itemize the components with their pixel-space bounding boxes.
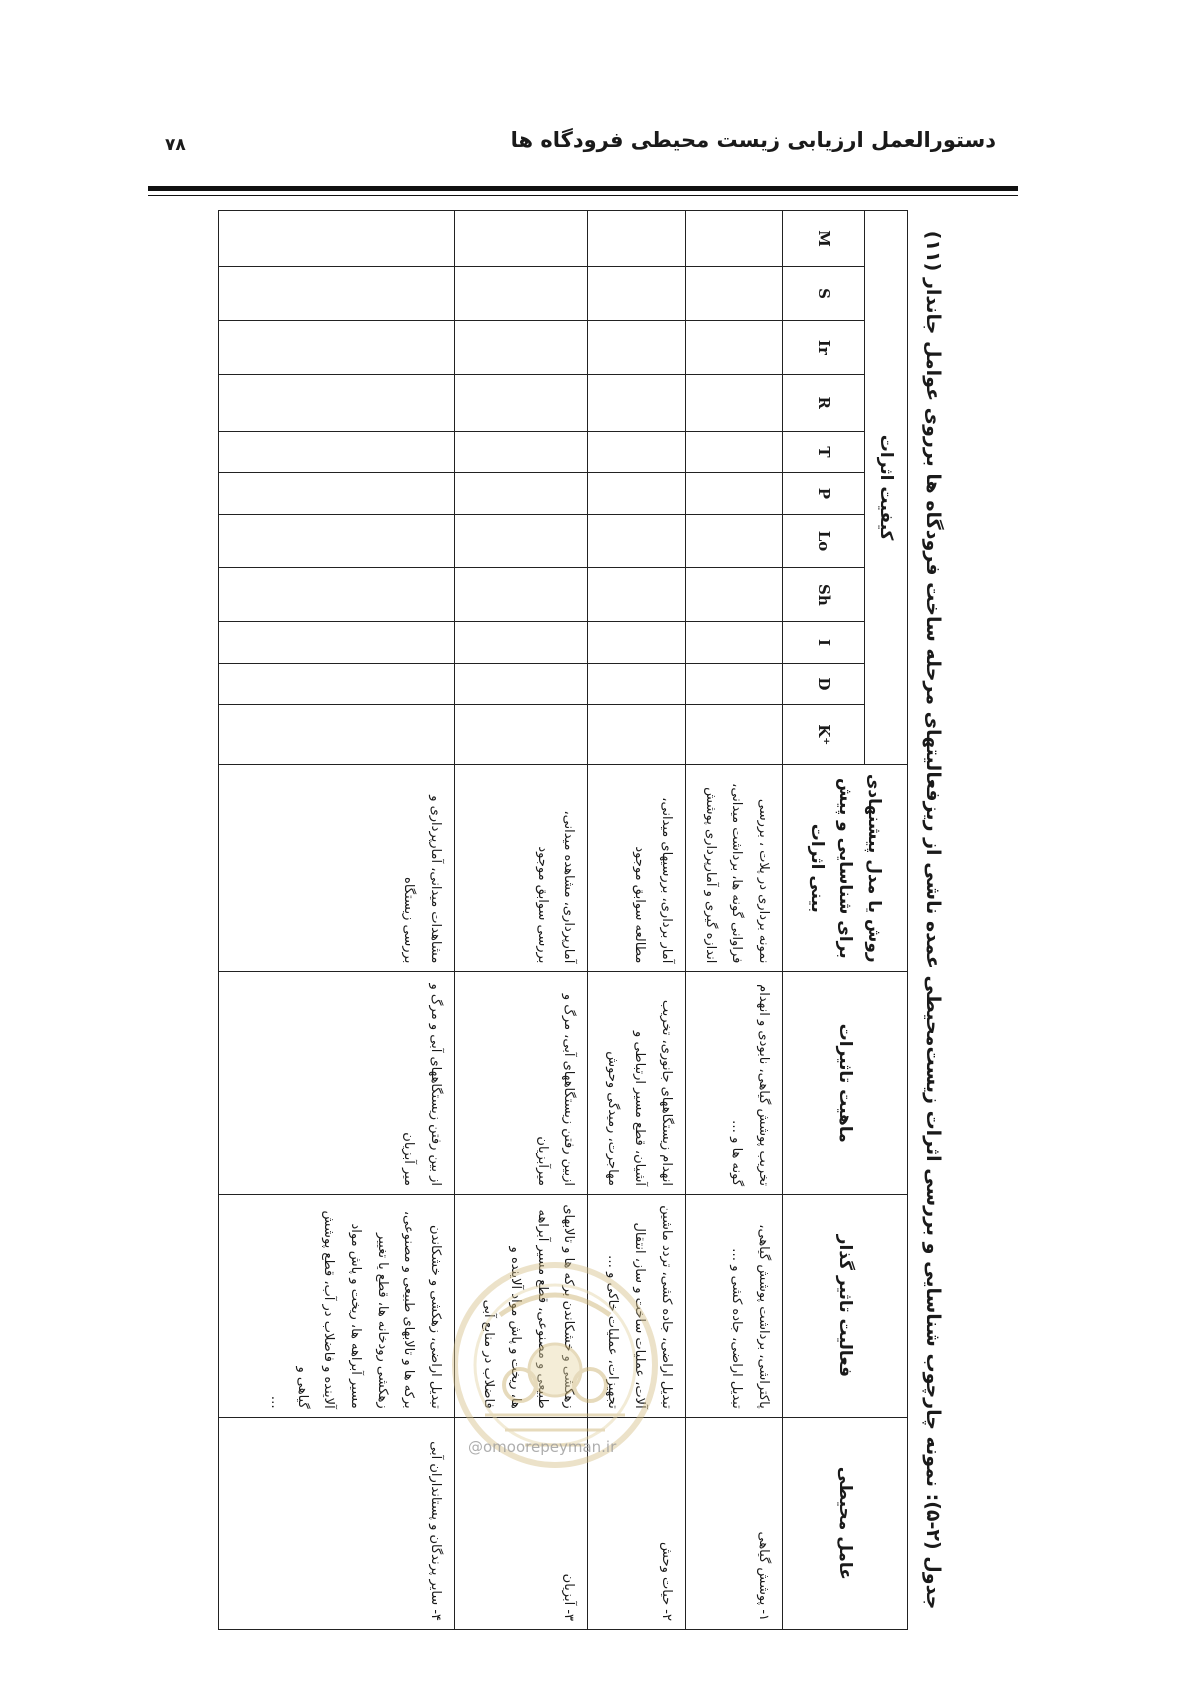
cell-code [219, 622, 455, 663]
cell-code [685, 705, 782, 765]
cell-code [588, 622, 685, 663]
cell-code [685, 267, 782, 321]
cell-method: مشاهدات میدانی، آمارپرداری و بررسی زیستگاه [219, 765, 455, 972]
cell-code [685, 320, 782, 374]
header-nature: ماهیت تاثیرات [783, 972, 908, 1195]
cell-code [454, 211, 587, 267]
cell-code [454, 705, 587, 765]
header-rule-thin [148, 195, 1018, 196]
cell-nature: از بین رفتن زیستگاههای آبی و مرگ و میر آبزیان [219, 972, 455, 1195]
table-row [685, 211, 782, 1630]
cell-activity: پاکتراشی، برداشت پوشش گیاهی، تبدیل اراضی، جاده کشی و … [685, 1195, 782, 1418]
cell-code [454, 320, 587, 374]
cell-nature: انهدام زیستگاههای جانوری، تخریب آشیان، قطع مسیر ارتباطی و مهاجرت، رمیدگی وحوش [588, 972, 685, 1195]
document-title: دستورالعمل ارزیابی زیست محیطی فرودگاه ها [510, 128, 996, 152]
cell-activity: تبدیل اراضی، جاده کشی، تردد ماشین آلات، عملیات ساخت و ساز، انتقال تجهیزات، عملیات خاکی و … [588, 1195, 685, 1418]
cell-method: آمار برداری، بررسیهای میدانی، مطالعه سوابق موجود [588, 765, 685, 972]
cell-code [588, 431, 685, 472]
cell-code [588, 663, 685, 704]
header-rule-thick [148, 186, 1018, 191]
cell-code [219, 514, 455, 568]
cell-code [219, 431, 455, 472]
header-code-k: K⁺ [783, 705, 865, 765]
cell-code [685, 663, 782, 704]
cell-activity: زهکشی و خشکاندن برکه ها و تالابهای طبیعی و مصنوعی، قطع مسیر آبراهه ها، ریخت و پاش مواد آلاینده و فاضلاب در منابع آبی [454, 1195, 587, 1418]
cell-code [454, 514, 587, 568]
cell-nature: تخریب پوشش گیاهی، نابودی و انهدام گونه ها و … [685, 972, 782, 1195]
cell-code [219, 320, 455, 374]
header-factor: عامل محیطی [783, 1417, 908, 1629]
cell-code [219, 568, 455, 622]
cell-code [454, 622, 587, 663]
header-code-m: M [783, 211, 865, 267]
header-code-t: T [783, 431, 865, 472]
cell-factor: ۲- حیات وحش [588, 1417, 685, 1629]
cell-code [685, 374, 782, 431]
cell-code [588, 473, 685, 514]
header-code-ir: Ir [783, 320, 865, 374]
cell-code [588, 374, 685, 431]
table-caption: جدول (۲-۵): نمونه چارچوب شناسایی و بررسی اثرات زیست‌محیطی عمده ناشی از ریزفعالیتهای مرحله ساخت فرودگاه ها برروی عوامل جاندار (۱۱) [922, 230, 944, 1610]
header-code-r: R [783, 374, 865, 431]
cell-code [454, 568, 587, 622]
page-number: ۷۸ [165, 135, 186, 155]
header-code-p: P [783, 473, 865, 514]
cell-code [685, 622, 782, 663]
header-quality: کیفیت اثرات [865, 211, 908, 765]
cell-code [219, 663, 455, 704]
cell-code [685, 431, 782, 472]
cell-code [685, 514, 782, 568]
cell-code [219, 267, 455, 321]
cell-code [588, 211, 685, 267]
cell-factor: ۳- آبزیان [454, 1417, 587, 1629]
header-code-lo: Lo [783, 514, 865, 568]
cell-code [454, 473, 587, 514]
cell-code [588, 267, 685, 321]
header-code-d: D [783, 663, 865, 704]
header-activity: فعالیت تاثیر گذار [783, 1195, 908, 1418]
header-method: روش یا مدل پیشنهادی برای شناسایی و پیش بینی اثرات [783, 765, 908, 972]
cell-code [219, 473, 455, 514]
cell-activity: تبدیل اراضی، زهکشی و خشکاندن برکه ها و تالابهای طبیعی و مصنوعی، زهکشی رودخانه ها، قطع یا تغییر مسیر آبراهه ها، ریخت و پاش مواد آلاینده و فاضلاب در آب، قطع پوشش گیاهی و … [219, 1195, 455, 1418]
cell-code [588, 568, 685, 622]
cell-code [219, 374, 455, 431]
cell-code [685, 211, 782, 267]
header-code-s: S [783, 267, 865, 321]
cell-code [219, 211, 455, 267]
watermark-text: @omoorepeyman.ir [468, 1438, 617, 1456]
cell-code [685, 473, 782, 514]
header-code-sh: Sh [783, 568, 865, 622]
header-code-i: I [783, 622, 865, 663]
cell-code [588, 705, 685, 765]
cell-code [588, 514, 685, 568]
cell-code [685, 568, 782, 622]
cell-method: آمارپرداری، مشاهده میدانی، بررسی سوابق موجود [454, 765, 587, 972]
cell-code [454, 374, 587, 431]
cell-code [454, 663, 587, 704]
cell-factor: ۱- پوشش گیاهی [685, 1417, 782, 1629]
table-row [219, 211, 455, 1630]
cell-code [588, 320, 685, 374]
cell-code [454, 267, 587, 321]
cell-code [454, 431, 587, 472]
cell-code [219, 705, 455, 765]
cell-nature: ازبین رفتن زیستگاههای آبی، مرگ و میرآبزیان [454, 972, 587, 1195]
cell-method: نمونه برداری در پلات ، بررسی فراوانی گونه ها، برداشت میدانی، اندازه گیری و آمارپرداری پوشش [685, 765, 782, 972]
cell-factor: ۴- سایر پرندگان و پستانداران آبی [219, 1417, 455, 1629]
